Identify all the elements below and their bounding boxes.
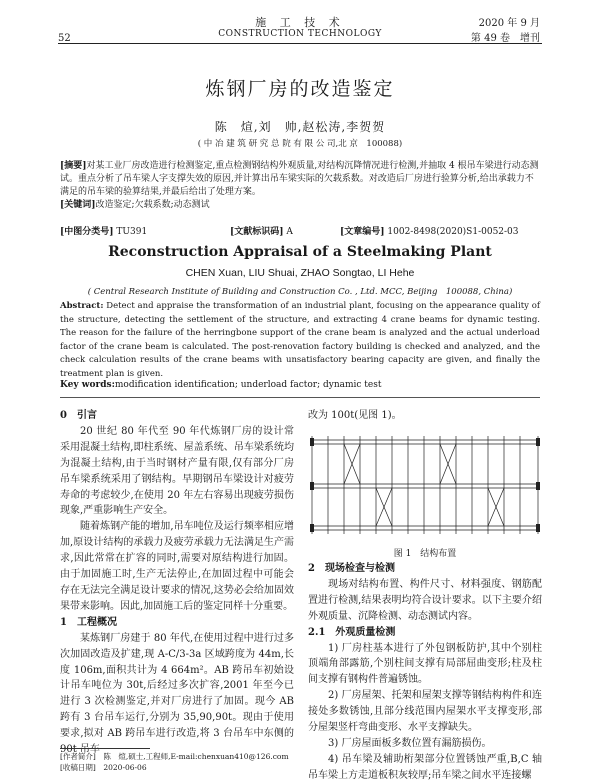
page-number: 52: [58, 33, 71, 44]
section-2-heading: 2 现场检查与检测: [308, 563, 395, 574]
keywords-en: [60, 380, 540, 390]
abstract-cn-text: 对某工业厂房改造进行检测鉴定,重点检测钢结构外观质量,对结构沉降情况进行检测,并抽取 4 根吊车梁进行动态测试。重点分析了吊车梁人字支撑失效的原因,并计算出吊车梁实际的欠载系数。对改造后厂房进行验算分析,给出承载力不满足的吊车梁的验算结果,并最后给出了处理方案。: [60, 161, 539, 197]
section-2-paragraph-1: 现场对结构布置、构件尺寸、材料强度、钢筋配置进行检测,结果表明均符合设计要求。以下主要介绍外观质量、沉降检测、动态测试内容。: [308, 578, 542, 622]
journal-name-en: CONSTRUCTION TECHNOLOGY: [218, 29, 382, 39]
article-no-value: 1002-8498(2020)S1-0052-03: [387, 227, 519, 237]
author-info-footnote: [作者简介] 陈 煊,硕士,工程师,E-mail:chenxuan410@126.com: [60, 752, 289, 761]
affiliation-en: ( Central Research Institute of Building and Construction Co. , Ltd. MCC, Beijing 100088, China): [87, 287, 513, 297]
section-0-paragraph-1: 20 世纪 80 年代至 90 年代炼钢厂房的设计常采用混凝土结构,即柱系统、屋盖系统、吊车梁系统均为混凝土结构,由于当时钢材产量有限,仅有部分厂房吊车梁系统采用了钢结构。早期钢吊车梁设计对疲劳寿命的考虑较少,在使用 20 年左右容易出现疲劳损伤现象,严重影响生产安全。: [60, 425, 294, 517]
volume-info: 第 49 卷 增刊: [470, 33, 540, 44]
article-no-label: [文章编号]: [340, 227, 385, 237]
abstract-cn-label: [摘要]: [60, 161, 87, 171]
doc-code-value: A: [286, 227, 293, 237]
abstract-en: [60, 300, 540, 381]
doc-code-label: [文献标识码]: [230, 227, 284, 237]
authors-en: CHEN Xuan, LIU Shuai, ZHAO Songtao, LI Hehe: [185, 267, 415, 279]
continued-text: 改为 100t(见图 1)。: [308, 410, 402, 421]
left-column: [60, 408, 294, 758]
section-2-1-item-1: 1) 厂房柱基本进行了外包钢板防护,其中个别柱顶端角部露筋,个别柱间支撑有局部屈曲变形;柱及柱间支撑有钢构件普遍锈蚀。: [308, 642, 542, 686]
affiliation-cn: ( 中 冶 建 筑 研 究 总 院 有 限 公 司,北 京 100088): [197, 139, 403, 149]
section-2-1-item-3: 3) 厂房屋面板多数位置有漏筋损伤。: [328, 737, 492, 749]
keywords-cn-text: 改造鉴定;欠载系数;动态测试: [95, 200, 210, 210]
figure-caption: 图 1 结构布置: [393, 549, 457, 559]
section-1-heading: 1 工程概况: [60, 616, 117, 628]
keywords-cn-label: [关键词]: [60, 200, 96, 210]
article-title-cn: 炼钢厂房的改造鉴定: [205, 78, 395, 100]
keywords-en-label: Key words:: [60, 380, 115, 390]
abstract-en-text: Detect and appraise the transformation of an industrial plant, focusing on the appearance quality of the structure, detecting the settlement of the structure, and extracting 4 crane beams for dynamic testing. The reason for the failure of the herringbone support of the crane beam is analyzed and the actual underload factor of the crane beam is calculated. The post-renovation factory building is checked and analyzed, and the check calculation results of the crane beams with unsatisfactory bearing capacity are given, and finally the treatment plan is given.: [60, 301, 540, 379]
clc-value: TU391: [116, 227, 148, 237]
abstract-en-label: Abstract:: [60, 301, 104, 311]
section-0-paragraph-2: 随着炼钢产能的增加,吊车吨位及运行频率相应增加,原设计结构的承载力及疲劳承载力无法满足生产需求,因此常常在扩容的同时,需要对原结构进行加固。由于加固施工时,生产无法停止,在加固过程中可能会存在无法完全满足设计要求的情况,这势必会给加固效果带来影响。因此,加固施工后的鉴定同样十分重要。: [60, 521, 294, 612]
structure-layout-figure: [308, 426, 542, 544]
footnote-rule: [60, 748, 150, 749]
section-2-1-item-2: 2) 厂房屋架、托架和屋架支撑等钢结构构件和连接处多数锈蚀,且部分线范围内屋架水平支撑变形,部分屋架竖杆弯曲变形、水平支撑缺失。: [308, 690, 542, 734]
section-1-paragraph-1: 某炼钢厂房建于 80 年代,在使用过程中进行过多次加固改造及扩建,现 A-C/3-3a 区域跨度为 44m,长度 106m,面积共计为 4 664m²。AB 跨吊车初始设计吊车吨位为 30t,后经过多次扩容,2001 年至今已进行 3 次检测鉴定,并对厂房进行了加固。现今 AB 跨有 3 台吊车运行,分别为 35,90,90t。现由于使用要求,拟对 AB 跨吊车进行改造,将 3 台吊车中东侧的 90t 吊车: [60, 632, 294, 756]
keywords-en-text: modification identification; underload factor; dynamic test: [114, 380, 382, 390]
clc-label: [中图分类号]: [60, 227, 114, 237]
article-title-en: Reconstruction Appraisal of a Steelmaking Plant: [108, 244, 492, 260]
section-2-1-item-4: 4) 吊车梁及辅助桁架部分位置锈蚀严重,B,C 轴吊车梁上方走道板积灰较厚;吊车梁之间水平连接螺: [308, 753, 542, 781]
right-column-body: [308, 561, 542, 784]
section-0-heading: 0 引言: [60, 410, 97, 421]
section-divider: [60, 397, 540, 398]
journal-name-cn: 施 工 技 术: [255, 16, 345, 29]
authors-cn: 陈 煊,刘 帅,赵松涛,李贺贺: [214, 120, 386, 134]
abstract-cn: [60, 160, 540, 212]
issue-date: 2020 年 9 月: [478, 18, 540, 29]
section-2-1-heading: 2.1 外观质量检测: [308, 626, 396, 638]
header-rule: [58, 43, 542, 44]
received-date-footnote: [收稿日期] 2020-06-06: [60, 763, 147, 772]
right-column-top: [308, 408, 542, 424]
